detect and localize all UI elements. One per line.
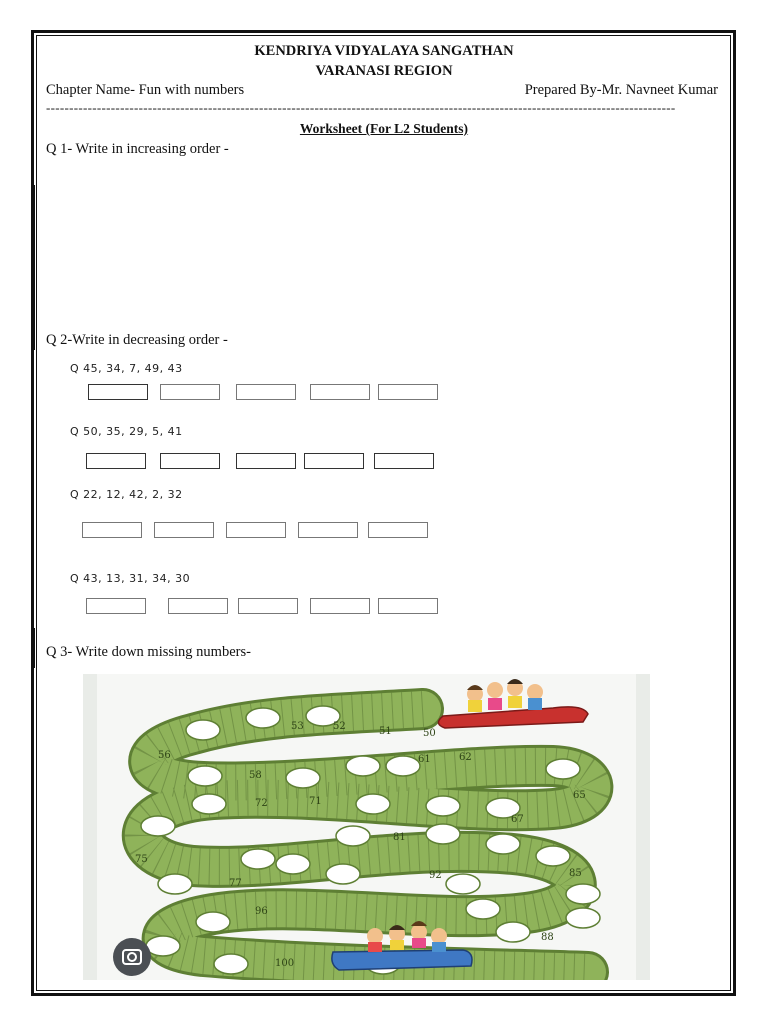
answer-box-1-3[interactable] (236, 384, 296, 400)
q2-item-4: Q 43, 13, 31, 34, 30 (70, 572, 191, 585)
answer-box-4-5[interactable] (378, 598, 438, 614)
blank-circle (336, 826, 370, 846)
track-number: 75 (135, 854, 148, 865)
kid-shirt (390, 940, 404, 950)
answer-box-2-3[interactable] (236, 453, 296, 469)
track-number: 81 (393, 832, 406, 843)
answer-box-2-1[interactable] (86, 453, 146, 469)
kid-head (411, 924, 427, 940)
track-number: 85 (569, 868, 582, 879)
q2-item-3: Q 22, 12, 42, 2, 32 (70, 488, 183, 501)
blank-circle (188, 766, 222, 786)
track-number: 88 (541, 932, 554, 943)
chapter-name: Chapter Name- Fun with numbers (46, 82, 245, 98)
answer-box-2-2[interactable] (160, 453, 220, 469)
answer-box-3-2[interactable] (154, 522, 214, 538)
track-number: 92 (429, 870, 442, 881)
track-number: 67 (511, 814, 524, 825)
q3-label: Q 3- Write down missing numbers- (46, 644, 251, 660)
blank-circle (466, 899, 500, 919)
track-number: 50 (423, 728, 436, 739)
prepared-by: Prepared By-Mr. Navneet Kumar (524, 82, 718, 98)
blank-circle (246, 708, 280, 728)
blank-circle (426, 796, 460, 816)
answer-box-1-1[interactable] (88, 384, 148, 400)
track-number: 77 (229, 878, 242, 889)
track-number: 51 (379, 726, 392, 737)
q1-label: Q 1- Write in increasing order - (46, 141, 229, 157)
answer-box-1-5[interactable] (378, 384, 438, 400)
track-number: 96 (255, 906, 268, 917)
kid-shirt (468, 700, 482, 712)
track-number: 61 (418, 754, 431, 765)
left-margin-bar-2 (31, 628, 35, 668)
kid-head (527, 684, 543, 700)
org-name: KENDRIYA VIDYALAYA SANGATHAN (254, 43, 514, 59)
kid-shirt (508, 696, 522, 708)
track-number: 53 (291, 721, 304, 732)
answer-box-4-2[interactable] (168, 598, 228, 614)
left-margin-bar-1 (31, 185, 35, 350)
kid-shirt (488, 698, 502, 710)
answer-box-1-4[interactable] (310, 384, 370, 400)
blank-circle (186, 720, 220, 740)
answer-box-4-4[interactable] (310, 598, 370, 614)
answer-box-4-1[interactable] (86, 598, 146, 614)
answer-box-2-4[interactable] (304, 453, 364, 469)
blank-circle (566, 908, 600, 928)
answer-box-3-5[interactable] (368, 522, 428, 538)
blank-circle (346, 756, 380, 776)
answer-box-1-2[interactable] (160, 384, 220, 400)
blank-circle (386, 756, 420, 776)
blank-circle (446, 874, 480, 894)
kid-shirt (368, 942, 382, 952)
q2-item-2: Q 50, 35, 29, 5, 41 (70, 425, 183, 438)
lens-button[interactable] (113, 938, 151, 976)
blank-circle (146, 936, 180, 956)
blank-circle (286, 768, 320, 788)
blank-circle (486, 834, 520, 854)
blank-circle (158, 874, 192, 894)
blank-circle (214, 954, 248, 974)
kid-shirt (528, 698, 542, 710)
worksheet-title: Worksheet (For L2 Students) (299, 121, 469, 136)
header-separator: ---------------------------------------------------------------------------------------------------------------------------------------- (46, 101, 676, 115)
answer-box-3-4[interactable] (298, 522, 358, 538)
illustration-left-edge (83, 674, 97, 980)
blank-circle (546, 759, 580, 779)
blank-circle (496, 922, 530, 942)
kid-shirt (412, 938, 426, 948)
answer-box-3-1[interactable] (82, 522, 142, 538)
blank-circle (566, 884, 600, 904)
answer-box-3-3[interactable] (226, 522, 286, 538)
number-track-illustration (83, 674, 650, 980)
track-number: 100 (275, 958, 295, 969)
track-number: 58 (249, 770, 262, 781)
answer-box-4-3[interactable] (238, 598, 298, 614)
illustration-right-edge (636, 674, 650, 980)
blank-circle (536, 846, 570, 866)
lens-icon (113, 938, 151, 976)
blank-circle (141, 816, 175, 836)
blank-circle (241, 849, 275, 869)
track-number: 65 (573, 790, 586, 801)
track-number: 72 (255, 798, 268, 809)
blank-circle (196, 912, 230, 932)
track-number: 56 (158, 750, 171, 761)
track-number: 71 (309, 796, 322, 807)
blank-circle (356, 794, 390, 814)
q2-item-1: Q 45, 34, 7, 49, 43 (70, 362, 183, 375)
track-number: 52 (333, 721, 346, 732)
answer-box-2-5[interactable] (374, 453, 434, 469)
blank-circle (192, 794, 226, 814)
kid-head (431, 928, 447, 944)
q2-label: Q 2-Write in decreasing order - (46, 332, 228, 348)
region-name: VARANASI REGION (315, 63, 453, 79)
kid-shirt (432, 942, 446, 952)
blank-circle (276, 854, 310, 874)
blank-circle (426, 824, 460, 844)
bottom-car-body (332, 950, 472, 970)
blank-circle (326, 864, 360, 884)
kid-head (487, 682, 503, 698)
kid-head (367, 928, 383, 944)
track-number: 62 (459, 752, 472, 763)
